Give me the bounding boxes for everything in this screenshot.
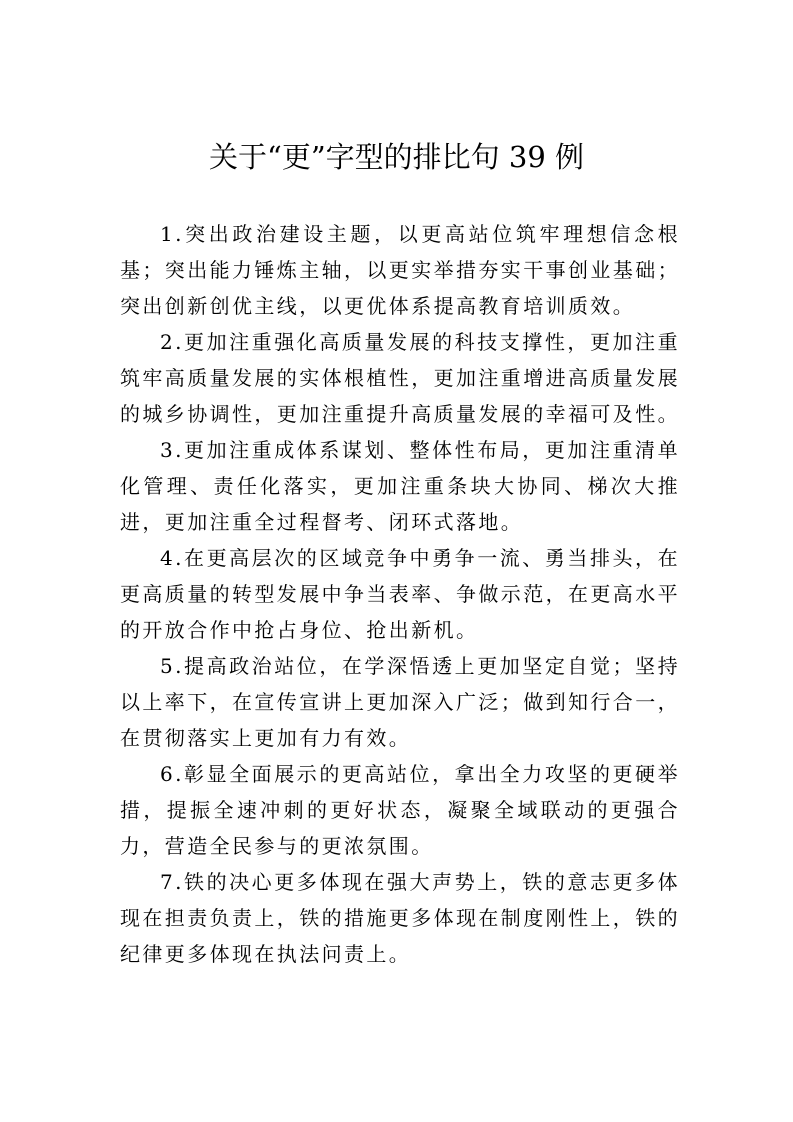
paragraph-5: 5.提高政治站位，在学深悟透上更加坚定自觉；坚持以上率下，在宣传宣讲上更加深入广泛；做到知行合一，在贯彻落实上更加有力有效。 <box>120 654 680 750</box>
paragraph-2: 2.更加注重强化高质量发展的科技支撑性，更加注重筑牢高质量发展的实体根植性，更加注重增进高质量发展的城乡协调性，更加注重提升高质量发展的幸福可及性。 <box>120 330 680 426</box>
paragraph-1: 1.突出政治建设主题，以更高站位筑牢理想信念根基；突出能力锤炼主轴，以更实举措夯实干事创业基础；突出创新创优主线，以更优体系提高教育培训质效。 <box>120 222 680 318</box>
paragraph-6: 6.彰显全面展示的更高站位，拿出全力攻坚的更硬举措，提振全速冲刺的更好状态，凝聚全域联动的更强合力，营造全民参与的更浓氛围。 <box>120 762 680 858</box>
document-title: 关于“更”字型的排比句 39 例 <box>209 140 584 174</box>
paragraph-3: 3.更加注重成体系谋划、整体性布局，更加注重清单化管理、责任化落实，更加注重条块大协同、梯次大推进，更加注重全过程督考、闭环式落地。 <box>120 438 680 534</box>
paragraph-4: 4.在更高层次的区域竞争中勇争一流、勇当排头，在更高质量的转型发展中争当表率、争做示范，在更高水平的开放合作中抢占身位、抢出新机。 <box>120 546 680 642</box>
paragraph-7: 7.铁的决心更多体现在强大声势上，铁的意志更多体现在担责负责上，铁的措施更多体现在制度刚性上，铁的纪律更多体现在执法问责上。 <box>120 870 680 966</box>
document-body <box>120 216 680 972</box>
